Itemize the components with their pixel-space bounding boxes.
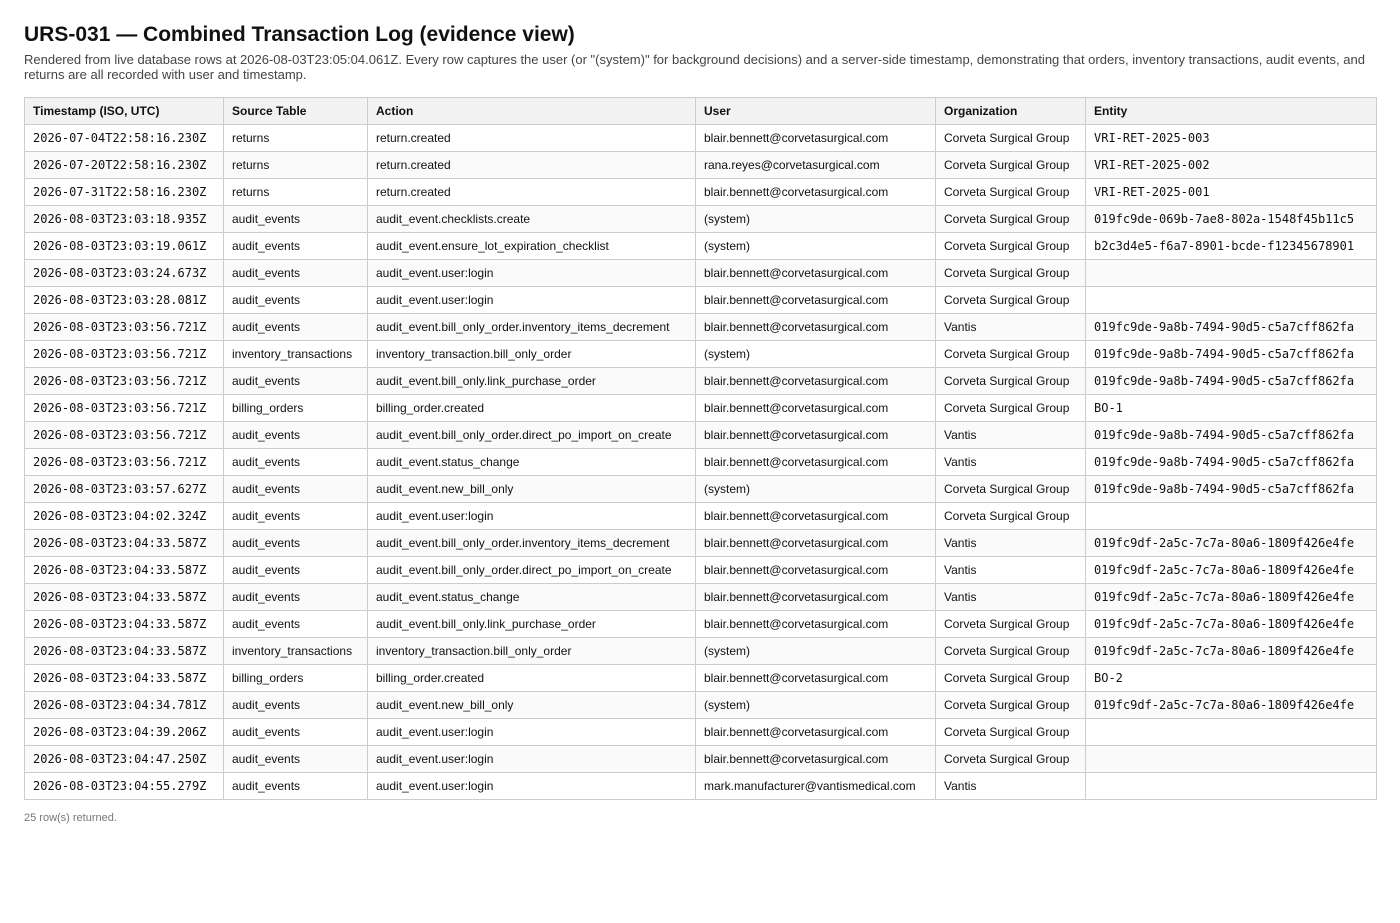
cell-action: audit_event.new_bill_only (368, 692, 696, 719)
cell-source-table: audit_events (224, 692, 368, 719)
table-row (25, 341, 1377, 368)
table-row (25, 314, 1377, 341)
cell-timestamp: 2026-07-31T22:58:16.230Z (25, 179, 224, 206)
cell-user: blair.bennett@corvetasurgical.com (696, 611, 936, 638)
column-header-entity: Entity (1086, 98, 1377, 125)
cell-entity: VRI-RET-2025-001 (1086, 179, 1377, 206)
cell-user: blair.bennett@corvetasurgical.com (696, 746, 936, 773)
cell-organization: Corveta Surgical Group (936, 719, 1086, 746)
cell-organization: Corveta Surgical Group (936, 638, 1086, 665)
cell-timestamp: 2026-08-03T23:03:56.721Z (25, 422, 224, 449)
cell-timestamp: 2026-08-03T23:03:56.721Z (25, 341, 224, 368)
cell-organization: Corveta Surgical Group (936, 179, 1086, 206)
cell-timestamp: 2026-08-03T23:03:56.721Z (25, 449, 224, 476)
cell-source-table: audit_events (224, 233, 368, 260)
cell-organization: Corveta Surgical Group (936, 125, 1086, 152)
cell-entity: 019fc9de-9a8b-7494-90d5-c5a7cff862fa (1086, 314, 1377, 341)
cell-user: blair.bennett@corvetasurgical.com (696, 503, 936, 530)
cell-user: blair.bennett@corvetasurgical.com (696, 719, 936, 746)
cell-user: (system) (696, 233, 936, 260)
cell-entity: 019fc9de-9a8b-7494-90d5-c5a7cff862fa (1086, 422, 1377, 449)
cell-source-table: audit_events (224, 206, 368, 233)
cell-timestamp: 2026-08-03T23:04:39.206Z (25, 719, 224, 746)
cell-source-table: audit_events (224, 611, 368, 638)
cell-timestamp: 2026-08-03T23:03:28.081Z (25, 287, 224, 314)
cell-source-table: audit_events (224, 503, 368, 530)
table-row (25, 395, 1377, 422)
cell-timestamp: 2026-08-03T23:04:33.587Z (25, 584, 224, 611)
cell-organization: Vantis (936, 773, 1086, 800)
cell-entity (1086, 773, 1377, 800)
table-body (25, 125, 1377, 800)
cell-source-table: audit_events (224, 287, 368, 314)
cell-user: blair.bennett@corvetasurgical.com (696, 179, 936, 206)
table-row (25, 611, 1377, 638)
table-row (25, 476, 1377, 503)
table-row (25, 125, 1377, 152)
table-row (25, 746, 1377, 773)
cell-entity: 019fc9de-9a8b-7494-90d5-c5a7cff862fa (1086, 341, 1377, 368)
cell-action: audit_event.bill_only_order.direct_po_import_on_create (368, 422, 696, 449)
table-row (25, 287, 1377, 314)
page-subtitle: Rendered from live database rows at 2026-08-03T23:05:04.061Z. Every row captures the user (or "(system)" for background decisions) and a server-side timestamp, demonstrating that orders, inventory transactions, audit events, and returns are all recorded with user and timestamp. (24, 52, 1365, 82)
cell-user: blair.bennett@corvetasurgical.com (696, 422, 936, 449)
cell-entity: 019fc9de-9a8b-7494-90d5-c5a7cff862fa (1086, 368, 1377, 395)
cell-organization: Vantis (936, 557, 1086, 584)
cell-organization: Corveta Surgical Group (936, 341, 1086, 368)
cell-organization: Corveta Surgical Group (936, 233, 1086, 260)
cell-user: (system) (696, 206, 936, 233)
cell-timestamp: 2026-08-03T23:04:33.587Z (25, 665, 224, 692)
cell-user: blair.bennett@corvetasurgical.com (696, 260, 936, 287)
cell-timestamp: 2026-08-03T23:04:55.279Z (25, 773, 224, 800)
cell-timestamp: 2026-08-03T23:03:56.721Z (25, 368, 224, 395)
cell-action: audit_event.user:login (368, 719, 696, 746)
cell-entity: 019fc9de-9a8b-7494-90d5-c5a7cff862fa (1086, 449, 1377, 476)
cell-user: blair.bennett@corvetasurgical.com (696, 584, 936, 611)
cell-user: blair.bennett@corvetasurgical.com (696, 314, 936, 341)
cell-source-table: returns (224, 152, 368, 179)
row-count-note: 25 row(s) returned. (24, 812, 117, 824)
cell-timestamp: 2026-08-03T23:03:24.673Z (25, 260, 224, 287)
cell-entity: 019fc9df-2a5c-7c7a-80a6-1809f426e4fe (1086, 638, 1377, 665)
cell-source-table: audit_events (224, 746, 368, 773)
cell-organization: Corveta Surgical Group (936, 368, 1086, 395)
cell-user: blair.bennett@corvetasurgical.com (696, 530, 936, 557)
table-row (25, 179, 1377, 206)
cell-entity: VRI-RET-2025-002 (1086, 152, 1377, 179)
cell-user: blair.bennett@corvetasurgical.com (696, 449, 936, 476)
table-row (25, 719, 1377, 746)
cell-timestamp: 2026-08-03T23:04:33.587Z (25, 611, 224, 638)
cell-action: audit_event.user:login (368, 746, 696, 773)
cell-entity: 019fc9de-9a8b-7494-90d5-c5a7cff862fa (1086, 476, 1377, 503)
cell-source-table: audit_events (224, 530, 368, 557)
table-row (25, 422, 1377, 449)
cell-timestamp: 2026-08-03T23:04:33.587Z (25, 557, 224, 584)
table-header-row (25, 98, 1377, 125)
cell-user: (system) (696, 476, 936, 503)
cell-action: audit_event.ensure_lot_expiration_checklist (368, 233, 696, 260)
table-row (25, 557, 1377, 584)
cell-entity (1086, 260, 1377, 287)
cell-organization: Vantis (936, 449, 1086, 476)
cell-organization: Corveta Surgical Group (936, 152, 1086, 179)
cell-timestamp: 2026-08-03T23:03:19.061Z (25, 233, 224, 260)
cell-action: audit_event.checklists.create (368, 206, 696, 233)
cell-organization: Vantis (936, 530, 1086, 557)
cell-action: audit_event.bill_only.link_purchase_order (368, 368, 696, 395)
cell-entity (1086, 503, 1377, 530)
table-row (25, 665, 1377, 692)
table-row (25, 530, 1377, 557)
cell-action: inventory_transaction.bill_only_order (368, 638, 696, 665)
cell-organization: Vantis (936, 422, 1086, 449)
cell-organization: Corveta Surgical Group (936, 746, 1086, 773)
cell-organization: Corveta Surgical Group (936, 260, 1086, 287)
cell-timestamp: 2026-08-03T23:04:33.587Z (25, 638, 224, 665)
cell-entity: 019fc9df-2a5c-7c7a-80a6-1809f426e4fe (1086, 557, 1377, 584)
page-title: URS-031 — Combined Transaction Log (evidence view) (24, 23, 575, 46)
table-row (25, 449, 1377, 476)
table-row (25, 773, 1377, 800)
cell-action: inventory_transaction.bill_only_order (368, 341, 696, 368)
table-row (25, 260, 1377, 287)
cell-entity: BO-2 (1086, 665, 1377, 692)
cell-user: (system) (696, 638, 936, 665)
table-row (25, 233, 1377, 260)
cell-action: return.created (368, 179, 696, 206)
cell-source-table: audit_events (224, 719, 368, 746)
cell-timestamp: 2026-08-03T23:03:56.721Z (25, 395, 224, 422)
cell-source-table: audit_events (224, 557, 368, 584)
cell-entity: 019fc9df-2a5c-7c7a-80a6-1809f426e4fe (1086, 611, 1377, 638)
cell-source-table: audit_events (224, 449, 368, 476)
cell-entity: 019fc9df-2a5c-7c7a-80a6-1809f426e4fe (1086, 692, 1377, 719)
cell-user: blair.bennett@corvetasurgical.com (696, 395, 936, 422)
cell-organization: Corveta Surgical Group (936, 476, 1086, 503)
cell-action: billing_order.created (368, 395, 696, 422)
cell-entity: 019fc9df-2a5c-7c7a-80a6-1809f426e4fe (1086, 584, 1377, 611)
table-row (25, 503, 1377, 530)
cell-timestamp: 2026-08-03T23:04:33.587Z (25, 530, 224, 557)
cell-user: blair.bennett@corvetasurgical.com (696, 287, 936, 314)
cell-user: mark.manufacturer@vantismedical.com (696, 773, 936, 800)
transaction-log-table (24, 97, 1377, 800)
cell-entity: b2c3d4e5-f6a7-8901-bcde-f12345678901 (1086, 233, 1377, 260)
table-row (25, 638, 1377, 665)
cell-organization: Corveta Surgical Group (936, 692, 1086, 719)
cell-entity (1086, 719, 1377, 746)
cell-action: audit_event.user:login (368, 260, 696, 287)
cell-user: blair.bennett@corvetasurgical.com (696, 368, 936, 395)
table-row (25, 206, 1377, 233)
table-row (25, 692, 1377, 719)
cell-entity: 019fc9de-069b-7ae8-802a-1548f45b11c5 (1086, 206, 1377, 233)
column-header-timestamp: Timestamp (ISO, UTC) (25, 98, 224, 125)
cell-timestamp: 2026-08-03T23:03:56.721Z (25, 314, 224, 341)
cell-action: return.created (368, 152, 696, 179)
cell-action: audit_event.status_change (368, 584, 696, 611)
cell-source-table: billing_orders (224, 395, 368, 422)
cell-source-table: audit_events (224, 476, 368, 503)
cell-organization: Corveta Surgical Group (936, 611, 1086, 638)
cell-user: blair.bennett@corvetasurgical.com (696, 665, 936, 692)
cell-organization: Corveta Surgical Group (936, 287, 1086, 314)
column-header-action: Action (368, 98, 696, 125)
cell-source-table: audit_events (224, 773, 368, 800)
column-header-source-table: Source Table (224, 98, 368, 125)
cell-action: billing_order.created (368, 665, 696, 692)
cell-source-table: audit_events (224, 422, 368, 449)
column-header-organization: Organization (936, 98, 1086, 125)
cell-action: audit_event.user:login (368, 773, 696, 800)
cell-action: audit_event.bill_only.link_purchase_order (368, 611, 696, 638)
table-header (25, 98, 1377, 125)
cell-source-table: returns (224, 125, 368, 152)
cell-organization: Corveta Surgical Group (936, 503, 1086, 530)
cell-action: audit_event.user:login (368, 503, 696, 530)
cell-entity (1086, 287, 1377, 314)
cell-user: blair.bennett@corvetasurgical.com (696, 125, 936, 152)
cell-timestamp: 2026-07-20T22:58:16.230Z (25, 152, 224, 179)
cell-source-table: audit_events (224, 584, 368, 611)
cell-action: audit_event.bill_only_order.direct_po_import_on_create (368, 557, 696, 584)
cell-source-table: audit_events (224, 368, 368, 395)
cell-user: (system) (696, 341, 936, 368)
cell-organization: Corveta Surgical Group (936, 665, 1086, 692)
cell-organization: Vantis (936, 584, 1086, 611)
cell-user: blair.bennett@corvetasurgical.com (696, 557, 936, 584)
cell-entity: BO-1 (1086, 395, 1377, 422)
cell-source-table: audit_events (224, 260, 368, 287)
cell-timestamp: 2026-08-03T23:03:18.935Z (25, 206, 224, 233)
cell-organization: Corveta Surgical Group (936, 206, 1086, 233)
cell-entity: VRI-RET-2025-003 (1086, 125, 1377, 152)
cell-action: audit_event.user:login (368, 287, 696, 314)
cell-user: (system) (696, 692, 936, 719)
cell-entity: 019fc9df-2a5c-7c7a-80a6-1809f426e4fe (1086, 530, 1377, 557)
cell-action: audit_event.bill_only_order.inventory_items_decrement (368, 314, 696, 341)
cell-timestamp: 2026-08-03T23:04:47.250Z (25, 746, 224, 773)
cell-source-table: inventory_transactions (224, 638, 368, 665)
cell-action: audit_event.status_change (368, 449, 696, 476)
cell-source-table: billing_orders (224, 665, 368, 692)
cell-organization: Vantis (936, 314, 1086, 341)
cell-source-table: inventory_transactions (224, 341, 368, 368)
cell-timestamp: 2026-08-03T23:04:34.781Z (25, 692, 224, 719)
cell-organization: Corveta Surgical Group (936, 395, 1086, 422)
cell-timestamp: 2026-07-04T22:58:16.230Z (25, 125, 224, 152)
cell-timestamp: 2026-08-03T23:04:02.324Z (25, 503, 224, 530)
table-row (25, 584, 1377, 611)
cell-timestamp: 2026-08-03T23:03:57.627Z (25, 476, 224, 503)
cell-source-table: audit_events (224, 314, 368, 341)
cell-action: audit_event.bill_only_order.inventory_items_decrement (368, 530, 696, 557)
table-row (25, 152, 1377, 179)
table-row (25, 368, 1377, 395)
cell-action: return.created (368, 125, 696, 152)
column-header-user: User (696, 98, 936, 125)
cell-source-table: returns (224, 179, 368, 206)
cell-action: audit_event.new_bill_only (368, 476, 696, 503)
cell-entity (1086, 746, 1377, 773)
cell-user: rana.reyes@corvetasurgical.com (696, 152, 936, 179)
